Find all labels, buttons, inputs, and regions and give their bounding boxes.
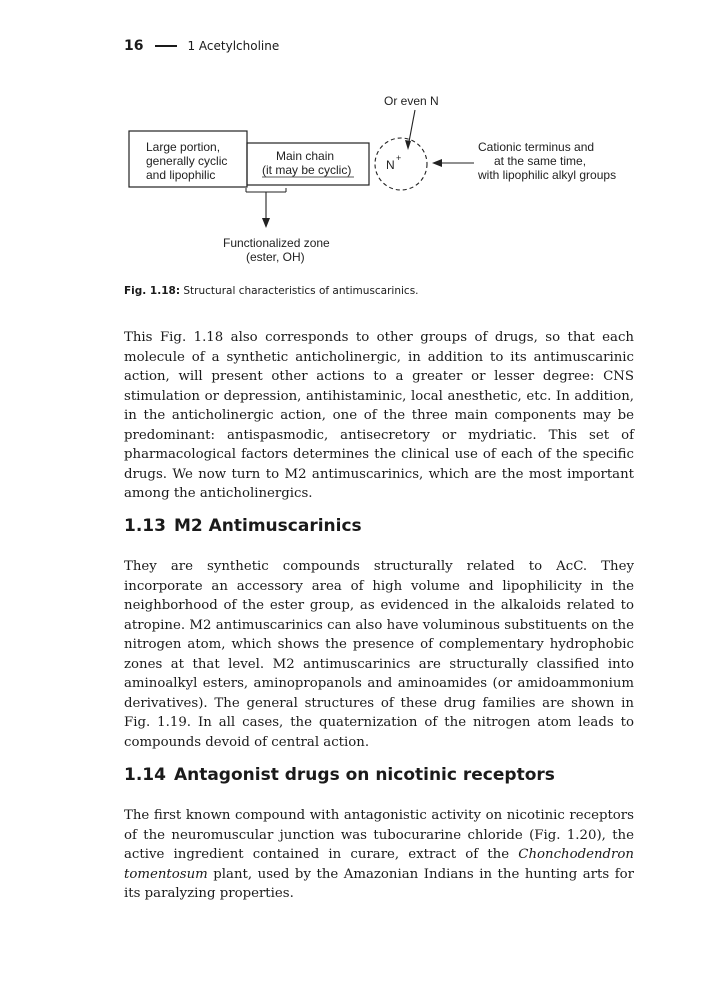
functional-line-1: Functionalized zone xyxy=(223,236,330,250)
lipophilic-line-1: Large portion, xyxy=(146,140,221,154)
lipophilic-line-3: and lipophilic xyxy=(146,168,216,182)
cationic-zone-circle xyxy=(375,138,427,190)
caption-text: Structural characteristics of antimuscarinics. xyxy=(183,285,419,297)
paragraph-3-text-a: The first known compound with antagonistic activity on nicotinic receptors of the neuromuscular junction was tubocurarine chloride (Fig. 1.20), the active ingredient contained in curare, extract of the xyxy=(124,808,634,862)
section-number: 1.14 xyxy=(124,765,166,785)
paragraph-3 xyxy=(124,806,634,904)
figure-caption xyxy=(124,285,419,297)
chapter-title: 1 Acetylcholine xyxy=(187,39,280,53)
cationic-line-2: at the same time, xyxy=(494,154,587,168)
section-heading-1-14 xyxy=(124,765,555,785)
main-chain-line-1: Main chain xyxy=(276,149,335,163)
section-title: M2 Antimuscarinics xyxy=(173,516,362,536)
structure-diagram xyxy=(0,0,708,300)
main-chain-line-2: (it may be cyclic) xyxy=(262,163,352,177)
page-number: 16 xyxy=(124,38,144,54)
section-heading-1-13 xyxy=(124,516,362,536)
functional-arrowhead xyxy=(262,218,270,228)
cationic-arrowhead xyxy=(432,159,442,167)
cationic-line-3: with lipophilic alkyl groups xyxy=(478,168,617,182)
cationic-line-1: Cationic terminus and xyxy=(478,140,595,154)
caption-label: Fig. 1.18: xyxy=(124,285,181,297)
or-even-n-label: Or even N xyxy=(384,94,439,108)
figure-1-18 xyxy=(0,0,708,300)
paragraph-1: This Fig. 1.18 also corresponds to other groups of drugs, so that each molecule of a synthetic anticholinergic, in addition to its antimuscarinic action, will present other actions to a greater or lesser degree: CNS stimulation or depression, antihistaminic, local anesthetic, etc. In addition, in the anticholinergic action, one of the three main components may be predominant: antispasmodic, antisecretory or mydriatic. This set of pharmacological factors determines the clinical use of each of the specific drugs. We now turn to M2 antimuscarinics, which are the most important among the anticholinergics. xyxy=(124,330,634,501)
section-number: 1.13 xyxy=(124,516,166,536)
plant-name: Chonchodendron tomentosum xyxy=(124,847,634,882)
or-even-arrowhead xyxy=(405,140,411,150)
functional-line-2: (ester, OH) xyxy=(246,250,305,264)
nitrogen-charge: + xyxy=(396,153,402,163)
lipophilic-line-2: generally cyclic xyxy=(146,154,228,168)
paragraph-2: They are synthetic compounds structurally related to AcC. They incorporate an accessory area of high volume and lipophilicity in the neighborhood of the ester group, as evidenced in the alkaloids related to atropine. M2 antimuscarinics can also have voluminous substituents on the nitrogen atom, which shows the presence of complementary hydrophobic zones at that level. M2 antimuscarinics are structurally classified into aminoalkyl esters, aminopropanols and aminoamides (or amidoammonium derivatives). The general structures of these drug families are shown in Fig. 1.19. In all cases, the quaternization of the nitrogen atom leads to compounds devoid of central action. xyxy=(124,559,634,750)
section-title: Antagonist drugs on nicotinic receptors xyxy=(173,765,555,785)
paragraph-3-text-b: plant, used by the Amazonian Indians in the hunting arts for its paralyzing properties. xyxy=(124,866,634,901)
nitrogen-atom: N xyxy=(386,158,395,172)
